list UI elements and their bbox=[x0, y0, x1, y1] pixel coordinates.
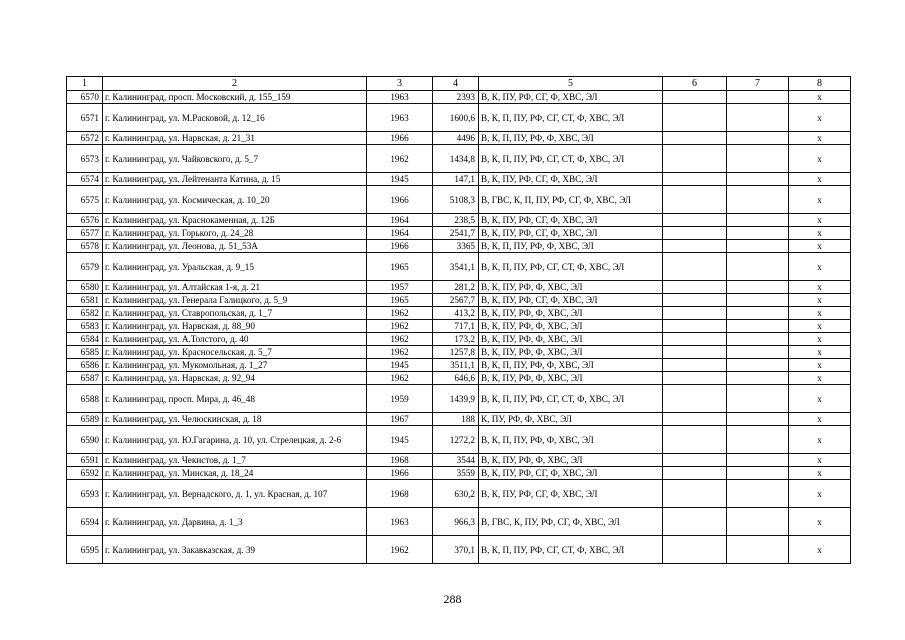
table-row bbox=[67, 320, 851, 333]
year-cell: 1959 bbox=[367, 385, 433, 413]
column-7-cell bbox=[727, 372, 789, 385]
column-6-cell bbox=[663, 413, 727, 426]
services-cell: К, ПУ, РФ, Ф, ХВС, ЭЛ bbox=[479, 413, 663, 426]
services-cell: В, К, П, ПУ, РФ, Ф, ХВС, ЭЛ bbox=[479, 426, 663, 454]
row-number: 6571 bbox=[67, 104, 103, 132]
address-cell: г. Калининград, ул. Минская, д. 18_24 bbox=[103, 467, 367, 480]
services-cell: В, К, П, ПУ, РФ, СГ, СТ, Ф, ХВС, ЭЛ bbox=[479, 104, 663, 132]
column-6-cell bbox=[663, 536, 727, 564]
column-7-cell bbox=[727, 359, 789, 372]
column-7-cell bbox=[727, 426, 789, 454]
address-cell: г. Калининград, ул. Красносельская, д. 5_7 bbox=[103, 346, 367, 359]
area-cell: 630,2 bbox=[433, 480, 479, 508]
column-7-cell bbox=[727, 145, 789, 173]
area-cell: 3511,1 bbox=[433, 359, 479, 372]
area-cell: 1272,2 bbox=[433, 426, 479, 454]
column-6-cell bbox=[663, 307, 727, 320]
year-cell: 1962 bbox=[367, 307, 433, 320]
row-number: 6590 bbox=[67, 426, 103, 454]
column-7-cell bbox=[727, 307, 789, 320]
row-number: 6594 bbox=[67, 508, 103, 536]
table-row bbox=[67, 307, 851, 320]
year-cell: 1963 bbox=[367, 104, 433, 132]
services-cell: В, К, П, ПУ, РФ, СГ, СТ, Ф, ХВС, ЭЛ bbox=[479, 536, 663, 564]
area-cell: 2567,7 bbox=[433, 294, 479, 307]
row-number: 6584 bbox=[67, 333, 103, 346]
services-cell: В, К, ПУ, РФ, СГ, Ф, ХВС, ЭЛ bbox=[479, 294, 663, 307]
address-cell: г. Калининград, ул. Нарвская, д. 92_94 bbox=[103, 372, 367, 385]
column-7-cell bbox=[727, 173, 789, 186]
column-6-cell bbox=[663, 372, 727, 385]
services-cell: В, К, ПУ, РФ, СГ, Ф, ХВС, ЭЛ bbox=[479, 227, 663, 240]
column-6-cell bbox=[663, 385, 727, 413]
row-number: 6576 bbox=[67, 214, 103, 227]
year-cell: 1965 bbox=[367, 294, 433, 307]
table-row bbox=[67, 426, 851, 454]
address-cell: г. Калининград, ул. Закавказская, д. 39 bbox=[103, 536, 367, 564]
year-cell: 1957 bbox=[367, 281, 433, 294]
area-cell: 1434,8 bbox=[433, 145, 479, 173]
services-cell: В, К, ПУ, РФ, СГ, Ф, ХВС, ЭЛ bbox=[479, 214, 663, 227]
column-7-cell bbox=[727, 385, 789, 413]
row-number: 6577 bbox=[67, 227, 103, 240]
column-6-cell bbox=[663, 426, 727, 454]
column-7-cell bbox=[727, 214, 789, 227]
column-7-cell bbox=[727, 227, 789, 240]
table-row bbox=[67, 536, 851, 564]
area-cell: 3365 bbox=[433, 240, 479, 253]
services-cell: В, К, П, ПУ, РФ, Ф, ХВС, ЭЛ bbox=[479, 240, 663, 253]
table-row bbox=[67, 281, 851, 294]
row-number: 6579 bbox=[67, 253, 103, 281]
mark-cell: x bbox=[789, 359, 851, 372]
area-cell: 147,1 bbox=[433, 173, 479, 186]
row-number: 6578 bbox=[67, 240, 103, 253]
mark-cell: x bbox=[789, 307, 851, 320]
services-cell: В, К, ПУ, РФ, Ф, ХВС, ЭЛ bbox=[479, 281, 663, 294]
column-7-cell bbox=[727, 454, 789, 467]
year-cell: 1963 bbox=[367, 91, 433, 104]
column-7-cell bbox=[727, 91, 789, 104]
column-header-4: 4 bbox=[433, 77, 479, 91]
mark-cell: x bbox=[789, 385, 851, 413]
address-cell: г. Калининград, ул. Чекистов, д. 1_7 bbox=[103, 454, 367, 467]
mark-cell: x bbox=[789, 281, 851, 294]
services-cell: В, К, П, ПУ, РФ, СГ, СТ, Ф, ХВС, ЭЛ bbox=[479, 385, 663, 413]
row-number: 6586 bbox=[67, 359, 103, 372]
services-cell: В, К, ПУ, РФ, Ф, ХВС, ЭЛ bbox=[479, 372, 663, 385]
column-7-cell bbox=[727, 346, 789, 359]
table-row bbox=[67, 227, 851, 240]
area-cell: 2541,7 bbox=[433, 227, 479, 240]
row-number: 6591 bbox=[67, 454, 103, 467]
column-6-cell bbox=[663, 294, 727, 307]
area-cell: 5108,3 bbox=[433, 186, 479, 214]
table-row bbox=[67, 145, 851, 173]
year-cell: 1945 bbox=[367, 426, 433, 454]
year-cell: 1962 bbox=[367, 145, 433, 173]
column-6-cell bbox=[663, 145, 727, 173]
table-row bbox=[67, 333, 851, 346]
mark-cell: x bbox=[789, 413, 851, 426]
column-header-3: 3 bbox=[367, 77, 433, 91]
column-7-cell bbox=[727, 294, 789, 307]
mark-cell: x bbox=[789, 454, 851, 467]
table-row bbox=[67, 186, 851, 214]
column-6-cell bbox=[663, 346, 727, 359]
area-cell: 281,2 bbox=[433, 281, 479, 294]
area-cell: 3544 bbox=[433, 454, 479, 467]
area-cell: 717,1 bbox=[433, 320, 479, 333]
address-cell: г. Калининград, ул. Генерала Галицкого, д. 5_9 bbox=[103, 294, 367, 307]
area-cell: 1439,9 bbox=[433, 385, 479, 413]
row-number: 6592 bbox=[67, 467, 103, 480]
address-cell: г. Калининград, ул. Нарвская, д. 88_90 bbox=[103, 320, 367, 333]
table-row bbox=[67, 508, 851, 536]
table-row bbox=[67, 454, 851, 467]
address-cell: г. Калининград, ул. Мукомольная, д. 1_27 bbox=[103, 359, 367, 372]
area-cell: 370,1 bbox=[433, 536, 479, 564]
column-6-cell bbox=[663, 186, 727, 214]
column-header-7: 7 bbox=[727, 77, 789, 91]
mark-cell: x bbox=[789, 227, 851, 240]
table-row bbox=[67, 132, 851, 145]
services-cell: В, К, ПУ, РФ, Ф, ХВС, ЭЛ bbox=[479, 320, 663, 333]
address-cell: г. Калининград, ул. Дарвина, д. 1_3 bbox=[103, 508, 367, 536]
mark-cell: x bbox=[789, 333, 851, 346]
mark-cell: x bbox=[789, 480, 851, 508]
mark-cell: x bbox=[789, 214, 851, 227]
column-6-cell bbox=[663, 214, 727, 227]
row-number: 6595 bbox=[67, 536, 103, 564]
column-6-cell bbox=[663, 508, 727, 536]
table-row bbox=[67, 240, 851, 253]
services-cell: В, К, ПУ, РФ, Ф, ХВС, ЭЛ bbox=[479, 307, 663, 320]
year-cell: 1966 bbox=[367, 467, 433, 480]
mark-cell: x bbox=[789, 145, 851, 173]
mark-cell: x bbox=[789, 294, 851, 307]
address-cell: г. Калининград, ул. Леонова, д. 51_53А bbox=[103, 240, 367, 253]
table-row bbox=[67, 214, 851, 227]
address-cell: г. Калининград, ул. Вернадского, д. 1, ул. Красная, д. 107 bbox=[103, 480, 367, 508]
address-cell: г. Калининград, ул. Космическая, д. 10_20 bbox=[103, 186, 367, 214]
services-cell: В, К, П, ПУ, РФ, Ф, ХВС, ЭЛ bbox=[479, 132, 663, 145]
area-cell: 2393 bbox=[433, 91, 479, 104]
mark-cell: x bbox=[789, 104, 851, 132]
services-cell: В, К, ПУ, РФ, Ф, ХВС, ЭЛ bbox=[479, 333, 663, 346]
mark-cell: x bbox=[789, 253, 851, 281]
area-cell: 173,2 bbox=[433, 333, 479, 346]
year-cell: 1967 bbox=[367, 413, 433, 426]
column-6-cell bbox=[663, 104, 727, 132]
year-cell: 1962 bbox=[367, 372, 433, 385]
year-cell: 1968 bbox=[367, 454, 433, 467]
address-cell: г. Калининград, ул. Лейтенанта Катина, д. 15 bbox=[103, 173, 367, 186]
services-cell: В, К, ПУ, РФ, СГ, Ф, ХВС, ЭЛ bbox=[479, 467, 663, 480]
address-cell: г. Калининград, ул. Уральская, д. 9_15 bbox=[103, 253, 367, 281]
column-7-cell bbox=[727, 186, 789, 214]
row-number: 6587 bbox=[67, 372, 103, 385]
housing-registry-table bbox=[66, 76, 851, 564]
area-cell: 3541,1 bbox=[433, 253, 479, 281]
address-cell: г. Калининград, ул. М.Расковой, д. 12_16 bbox=[103, 104, 367, 132]
row-number: 6570 bbox=[67, 91, 103, 104]
table-row bbox=[67, 413, 851, 426]
area-cell: 413,2 bbox=[433, 307, 479, 320]
column-6-cell bbox=[663, 253, 727, 281]
mark-cell: x bbox=[789, 240, 851, 253]
row-number: 6593 bbox=[67, 480, 103, 508]
row-number: 6574 bbox=[67, 173, 103, 186]
year-cell: 1945 bbox=[367, 359, 433, 372]
year-cell: 1962 bbox=[367, 536, 433, 564]
column-7-cell bbox=[727, 413, 789, 426]
address-cell: г. Калининград, ул. Челюскинская, д. 18 bbox=[103, 413, 367, 426]
area-cell: 4496 bbox=[433, 132, 479, 145]
table-row bbox=[67, 253, 851, 281]
year-cell: 1962 bbox=[367, 346, 433, 359]
services-cell: В, К, П, ПУ, РФ, Ф, ХВС, ЭЛ bbox=[479, 359, 663, 372]
year-cell: 1966 bbox=[367, 186, 433, 214]
row-number: 6572 bbox=[67, 132, 103, 145]
area-cell: 188 bbox=[433, 413, 479, 426]
table-row bbox=[67, 91, 851, 104]
column-6-cell bbox=[663, 480, 727, 508]
column-6-cell bbox=[663, 333, 727, 346]
mark-cell: x bbox=[789, 372, 851, 385]
services-cell: В, ГВС, К, ПУ, РФ, СГ, Ф, ХВС, ЭЛ bbox=[479, 508, 663, 536]
year-cell: 1963 bbox=[367, 508, 433, 536]
year-cell: 1945 bbox=[367, 173, 433, 186]
column-6-cell bbox=[663, 320, 727, 333]
row-number: 6580 bbox=[67, 281, 103, 294]
table-row bbox=[67, 359, 851, 372]
area-cell: 966,3 bbox=[433, 508, 479, 536]
table-row bbox=[67, 480, 851, 508]
area-cell: 1600,6 bbox=[433, 104, 479, 132]
table-row bbox=[67, 372, 851, 385]
year-cell: 1964 bbox=[367, 227, 433, 240]
column-7-cell bbox=[727, 320, 789, 333]
table-body bbox=[67, 91, 851, 564]
row-number: 6588 bbox=[67, 385, 103, 413]
area-cell: 3559 bbox=[433, 467, 479, 480]
services-cell: В, К, ПУ, РФ, СГ, Ф, ХВС, ЭЛ bbox=[479, 480, 663, 508]
column-7-cell bbox=[727, 253, 789, 281]
column-7-cell bbox=[727, 281, 789, 294]
services-cell: В, К, ПУ, РФ, СГ, Ф, ХВС, ЭЛ bbox=[479, 173, 663, 186]
column-header-2: 2 bbox=[103, 77, 367, 91]
column-header-8: 8 bbox=[789, 77, 851, 91]
mark-cell: x bbox=[789, 173, 851, 186]
address-cell: г. Калининград, ул. А.Толстого, д. 40 bbox=[103, 333, 367, 346]
column-6-cell bbox=[663, 281, 727, 294]
year-cell: 1962 bbox=[367, 333, 433, 346]
mark-cell: x bbox=[789, 186, 851, 214]
table-row bbox=[67, 346, 851, 359]
address-cell: г. Калининград, просп. Московский, д. 155_159 bbox=[103, 91, 367, 104]
header-row bbox=[67, 77, 851, 91]
mark-cell: x bbox=[789, 426, 851, 454]
area-cell: 646,6 bbox=[433, 372, 479, 385]
services-cell: В, К, П, ПУ, РФ, СГ, СТ, Ф, ХВС, ЭЛ bbox=[479, 253, 663, 281]
column-7-cell bbox=[727, 104, 789, 132]
address-cell: г. Калининград, ул. Чайковского, д. 5_7 bbox=[103, 145, 367, 173]
row-number: 6575 bbox=[67, 186, 103, 214]
column-7-cell bbox=[727, 240, 789, 253]
row-number: 6582 bbox=[67, 307, 103, 320]
mark-cell: x bbox=[789, 91, 851, 104]
row-number: 6573 bbox=[67, 145, 103, 173]
column-7-cell bbox=[727, 536, 789, 564]
column-header-5: 5 bbox=[479, 77, 663, 91]
column-7-cell bbox=[727, 333, 789, 346]
row-number: 6581 bbox=[67, 294, 103, 307]
services-cell: В, К, ПУ, РФ, СГ, Ф, ХВС, ЭЛ bbox=[479, 91, 663, 104]
mark-cell: x bbox=[789, 536, 851, 564]
year-cell: 1966 bbox=[367, 240, 433, 253]
mark-cell: x bbox=[789, 132, 851, 145]
address-cell: г. Калининград, ул. Краснокаменная, д. 12Б bbox=[103, 214, 367, 227]
table-row bbox=[67, 294, 851, 307]
year-cell: 1968 bbox=[367, 480, 433, 508]
address-cell: г. Калининград, ул. Ю.Гагарина, д. 10, ул. Стрелецкая, д. 2-6 bbox=[103, 426, 367, 454]
column-6-cell bbox=[663, 173, 727, 186]
column-6-cell bbox=[663, 240, 727, 253]
column-6-cell bbox=[663, 227, 727, 240]
area-cell: 1257,8 bbox=[433, 346, 479, 359]
address-cell: г. Калининград, ул. Алтайская 1-я, д. 21 bbox=[103, 281, 367, 294]
column-6-cell bbox=[663, 359, 727, 372]
services-cell: В, ГВС, К, П, ПУ, РФ, СГ, Ф, ХВС, ЭЛ bbox=[479, 186, 663, 214]
column-6-cell bbox=[663, 454, 727, 467]
column-6-cell bbox=[663, 132, 727, 145]
table-row bbox=[67, 385, 851, 413]
column-6-cell bbox=[663, 467, 727, 480]
column-7-cell bbox=[727, 480, 789, 508]
row-number: 6585 bbox=[67, 346, 103, 359]
mark-cell: x bbox=[789, 508, 851, 536]
address-cell: г. Калининград, ул. Горького, д. 24_28 bbox=[103, 227, 367, 240]
year-cell: 1964 bbox=[367, 214, 433, 227]
area-cell: 238,5 bbox=[433, 214, 479, 227]
column-7-cell bbox=[727, 467, 789, 480]
column-header-1: 1 bbox=[67, 77, 103, 91]
column-7-cell bbox=[727, 508, 789, 536]
column-6-cell bbox=[663, 91, 727, 104]
mark-cell: x bbox=[789, 467, 851, 480]
mark-cell: x bbox=[789, 346, 851, 359]
year-cell: 1965 bbox=[367, 253, 433, 281]
address-cell: г. Калининград, ул. Ставропольская, д. 1_7 bbox=[103, 307, 367, 320]
services-cell: В, К, ПУ, РФ, Ф, ХВС, ЭЛ bbox=[479, 454, 663, 467]
table-row bbox=[67, 104, 851, 132]
services-cell: В, К, ПУ, РФ, Ф, ХВС, ЭЛ bbox=[479, 346, 663, 359]
row-number: 6583 bbox=[67, 320, 103, 333]
table-row bbox=[67, 173, 851, 186]
address-cell: г. Калининград, просп. Мира, д. 46_48 bbox=[103, 385, 367, 413]
page-number: 288 bbox=[443, 592, 462, 606]
services-cell: В, К, П, ПУ, РФ, СГ, СТ, Ф, ХВС, ЭЛ bbox=[479, 145, 663, 173]
column-7-cell bbox=[727, 132, 789, 145]
year-cell: 1962 bbox=[367, 320, 433, 333]
address-cell: г. Калининград, ул. Нарвская, д. 21_31 bbox=[103, 132, 367, 145]
row-number: 6589 bbox=[67, 413, 103, 426]
column-header-6: 6 bbox=[663, 77, 727, 91]
table-row bbox=[67, 467, 851, 480]
year-cell: 1966 bbox=[367, 132, 433, 145]
mark-cell: x bbox=[789, 320, 851, 333]
